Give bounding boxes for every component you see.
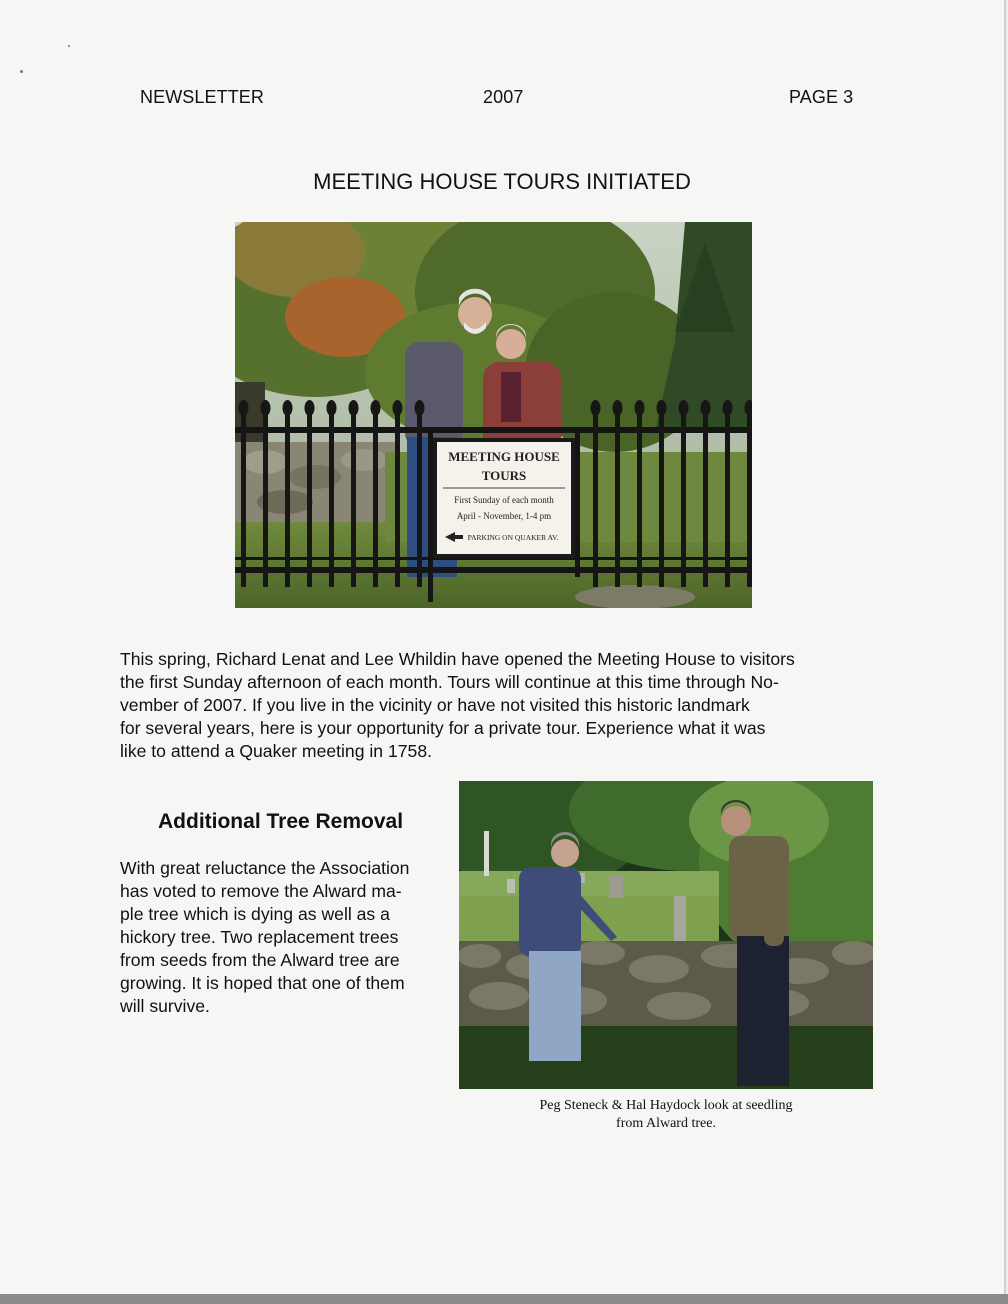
fence-post: [307, 407, 312, 587]
fence-finial: [371, 400, 381, 416]
fence-post: [659, 407, 664, 587]
fence-finial: [349, 400, 359, 416]
tree-removal-heading: Additional Tree Removal: [158, 810, 404, 833]
fence-post: [681, 407, 686, 587]
scan-speck: [68, 45, 70, 47]
fence-post: [263, 407, 268, 587]
scan-edge-shadow: [0, 1294, 1008, 1304]
fence-finial: [283, 400, 293, 416]
paragraph-line: like to attend a Quaker meeting in 1758.: [120, 741, 432, 761]
fence-post: [241, 407, 246, 587]
sign-schedule-line2: April - November, 1-4 pm: [456, 511, 552, 521]
fence-finial: [591, 400, 601, 416]
newsletter-year: 2007: [483, 87, 524, 107]
tree-removal-paragraph: [120, 857, 455, 1018]
caption-line: from Alward tree.: [616, 1116, 716, 1131]
fence-finial: [239, 400, 249, 416]
fence-finial: [327, 400, 337, 416]
fence-post: [725, 407, 730, 587]
fence-post: [593, 407, 598, 587]
fence-post: [615, 407, 620, 587]
paragraph-line: has voted to remove the Alward ma-: [120, 881, 402, 901]
paragraph-line: for several years, here is your opportunity for a private tour. Experience what it was: [120, 718, 766, 738]
fence-finial: [701, 400, 711, 416]
fence-post: [747, 407, 752, 587]
paragraph-line: ple tree which is dying as well as a: [120, 904, 390, 924]
fence-post: [637, 407, 642, 587]
fence-post: [329, 407, 334, 587]
fence-post: [351, 407, 356, 587]
paragraph-line: growing. It is hoped that one of them: [120, 973, 405, 993]
paragraph-line: hickory tree. Two replacement trees: [120, 927, 399, 947]
paragraph-line: the first Sunday afternoon of each month. Tours will continue at this time through No-: [120, 672, 779, 692]
sign-parking-text: PARKING ON QUAKER AV.: [467, 533, 559, 542]
paragraph-line: This spring, Richard Lenat and Lee Whildin have opened the Meeting House to visitors: [120, 649, 795, 669]
paragraph-line: from seeds from the Alward tree are: [120, 950, 400, 970]
fence-finial: [415, 400, 425, 416]
fence-finial: [261, 400, 271, 416]
sign-title-line2: TOURS: [481, 468, 527, 483]
fence-post: [417, 407, 422, 587]
fence-post: [703, 407, 708, 587]
fence-finial: [657, 400, 667, 416]
sign-schedule-line1: First Sunday of each month: [454, 495, 554, 505]
fence-finial: [305, 400, 315, 416]
newsletter-label: NEWSLETTER: [140, 87, 265, 107]
scan-speck: [20, 70, 23, 73]
page-number: PAGE 3: [789, 87, 854, 107]
article-title: MEETING HOUSE TOURS INITIATED: [313, 169, 691, 194]
caption-line: Peg Steneck & Hal Haydock look at seedling: [539, 1098, 793, 1113]
tour-announcement-paragraph: [120, 648, 890, 763]
meeting-house-tours-photo: [235, 222, 752, 608]
sign-title-line1: MEETING HOUSE: [448, 449, 560, 464]
fence-post: [285, 407, 290, 587]
paragraph-line: will survive.: [120, 996, 210, 1016]
fence-post: [373, 407, 378, 587]
fence-finial: [723, 400, 733, 416]
fence-finial: [613, 400, 623, 416]
paragraph-line: With great reluctance the Association: [120, 858, 410, 878]
fence-finial: [393, 400, 403, 416]
seedling-photo: [459, 781, 873, 1089]
seedling-photo-caption: [459, 1097, 873, 1133]
fence-finial: [679, 400, 689, 416]
fence-post: [395, 407, 400, 587]
paragraph-line: vember of 2007. If you live in the vicinity or have not visited this historic landmark: [120, 695, 750, 715]
fence-finial: [635, 400, 645, 416]
